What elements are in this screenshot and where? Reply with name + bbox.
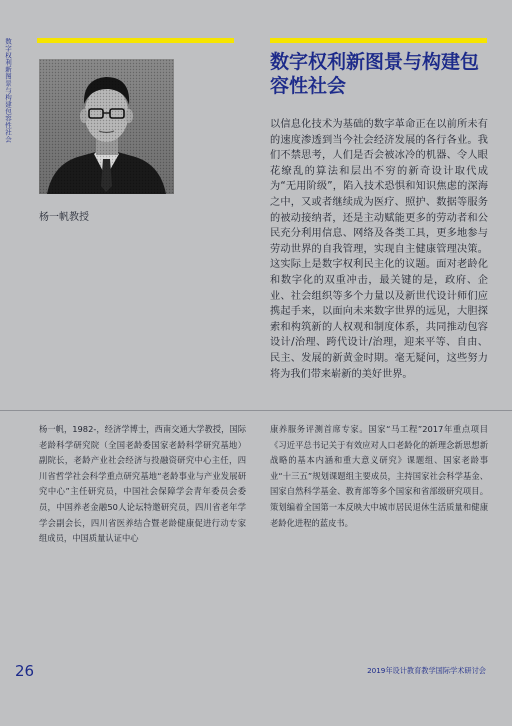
section-divider [0, 410, 512, 411]
side-running-title: 数字权利新图景与构建包容性社会 [4, 38, 12, 143]
portrait-caption: 杨一帆教授 [39, 212, 89, 223]
article-body: 以信息化技术为基础的数字革命正在以前所未有的速度渗透到当今社会经济发展的各行各业。我们不禁思考，人们是否会被冰冷的机器、令人眼花缭乱的算法和层出不穷的新奇设计取代成为“无用阶级”，陷入技术恐惧和知识焦虑的深海之中，又或者继续成为医疗、照护、数据等服务的被动接纳者，还是主动赋能更多的劳动者和公民充分利用信息、网络及各类工具，更多地参与劳动世界的自我管理，实现自主健康管理决策。这实际上是数字权利民主化的议题。面对老龄化和数字化的双重冲击，最关键的是，政府、企业、社会组织等多个力量以及新世代设计师们应携起手来，以面向未来数字世界的远见，大胆探索和构筑新的人权观和制度体系，共同推动包容设计/治理、跨代设计/治理，迎来平等、自由、民主、发展的新黄金时期。毫无疑问，这些努力将为我们带来崭新的美好世界。 [270, 119, 488, 380]
author-bio-column-right: 康养服务评测首席专家。国家“马工程”2017年重点项目《习近平总书记关于有效应对人口老龄化的新理念新思想新战略的基本内涵和重大意义研究》课题组、国家老龄事业“十三五”规划课题组主要成员，主持国家社会科学基金、国家自然科学基金、教育部等多个国家和省部级研究项目。策划编着全国第一本反映大中城市居民退休生活质量和健康老龄化进程的蓝皮书。 [270, 424, 488, 528]
footer-conference-title: 2019年设计教育教学国际学术研讨会 [367, 666, 486, 675]
page-number: 26 [15, 662, 35, 680]
yellow-accent-bar-left [37, 38, 234, 43]
article-title: 数字权利新图景与构建包容性社会 [270, 51, 480, 97]
yellow-accent-bar-right [270, 38, 487, 43]
portrait-photo [39, 59, 174, 194]
author-bio-column-left: 杨一帆，1982-，经济学博士，西南交通大学教授，国际老龄科学研究院（全国老龄委国家老龄科学研究基地）副院长，老龄产业社会经济与投融资研究中心主任，四川省哲学社会科学重点研究基地“老龄事业与产业发展研究中心”主任研究员，中国社会保障学会青年委员会委员，中国养老金融50人论坛特邀研究员，四川省老年学学会副会长，四川省医养结合暨老龄健康促进行动专家组成员，中国质量认证中心 [39, 424, 246, 544]
